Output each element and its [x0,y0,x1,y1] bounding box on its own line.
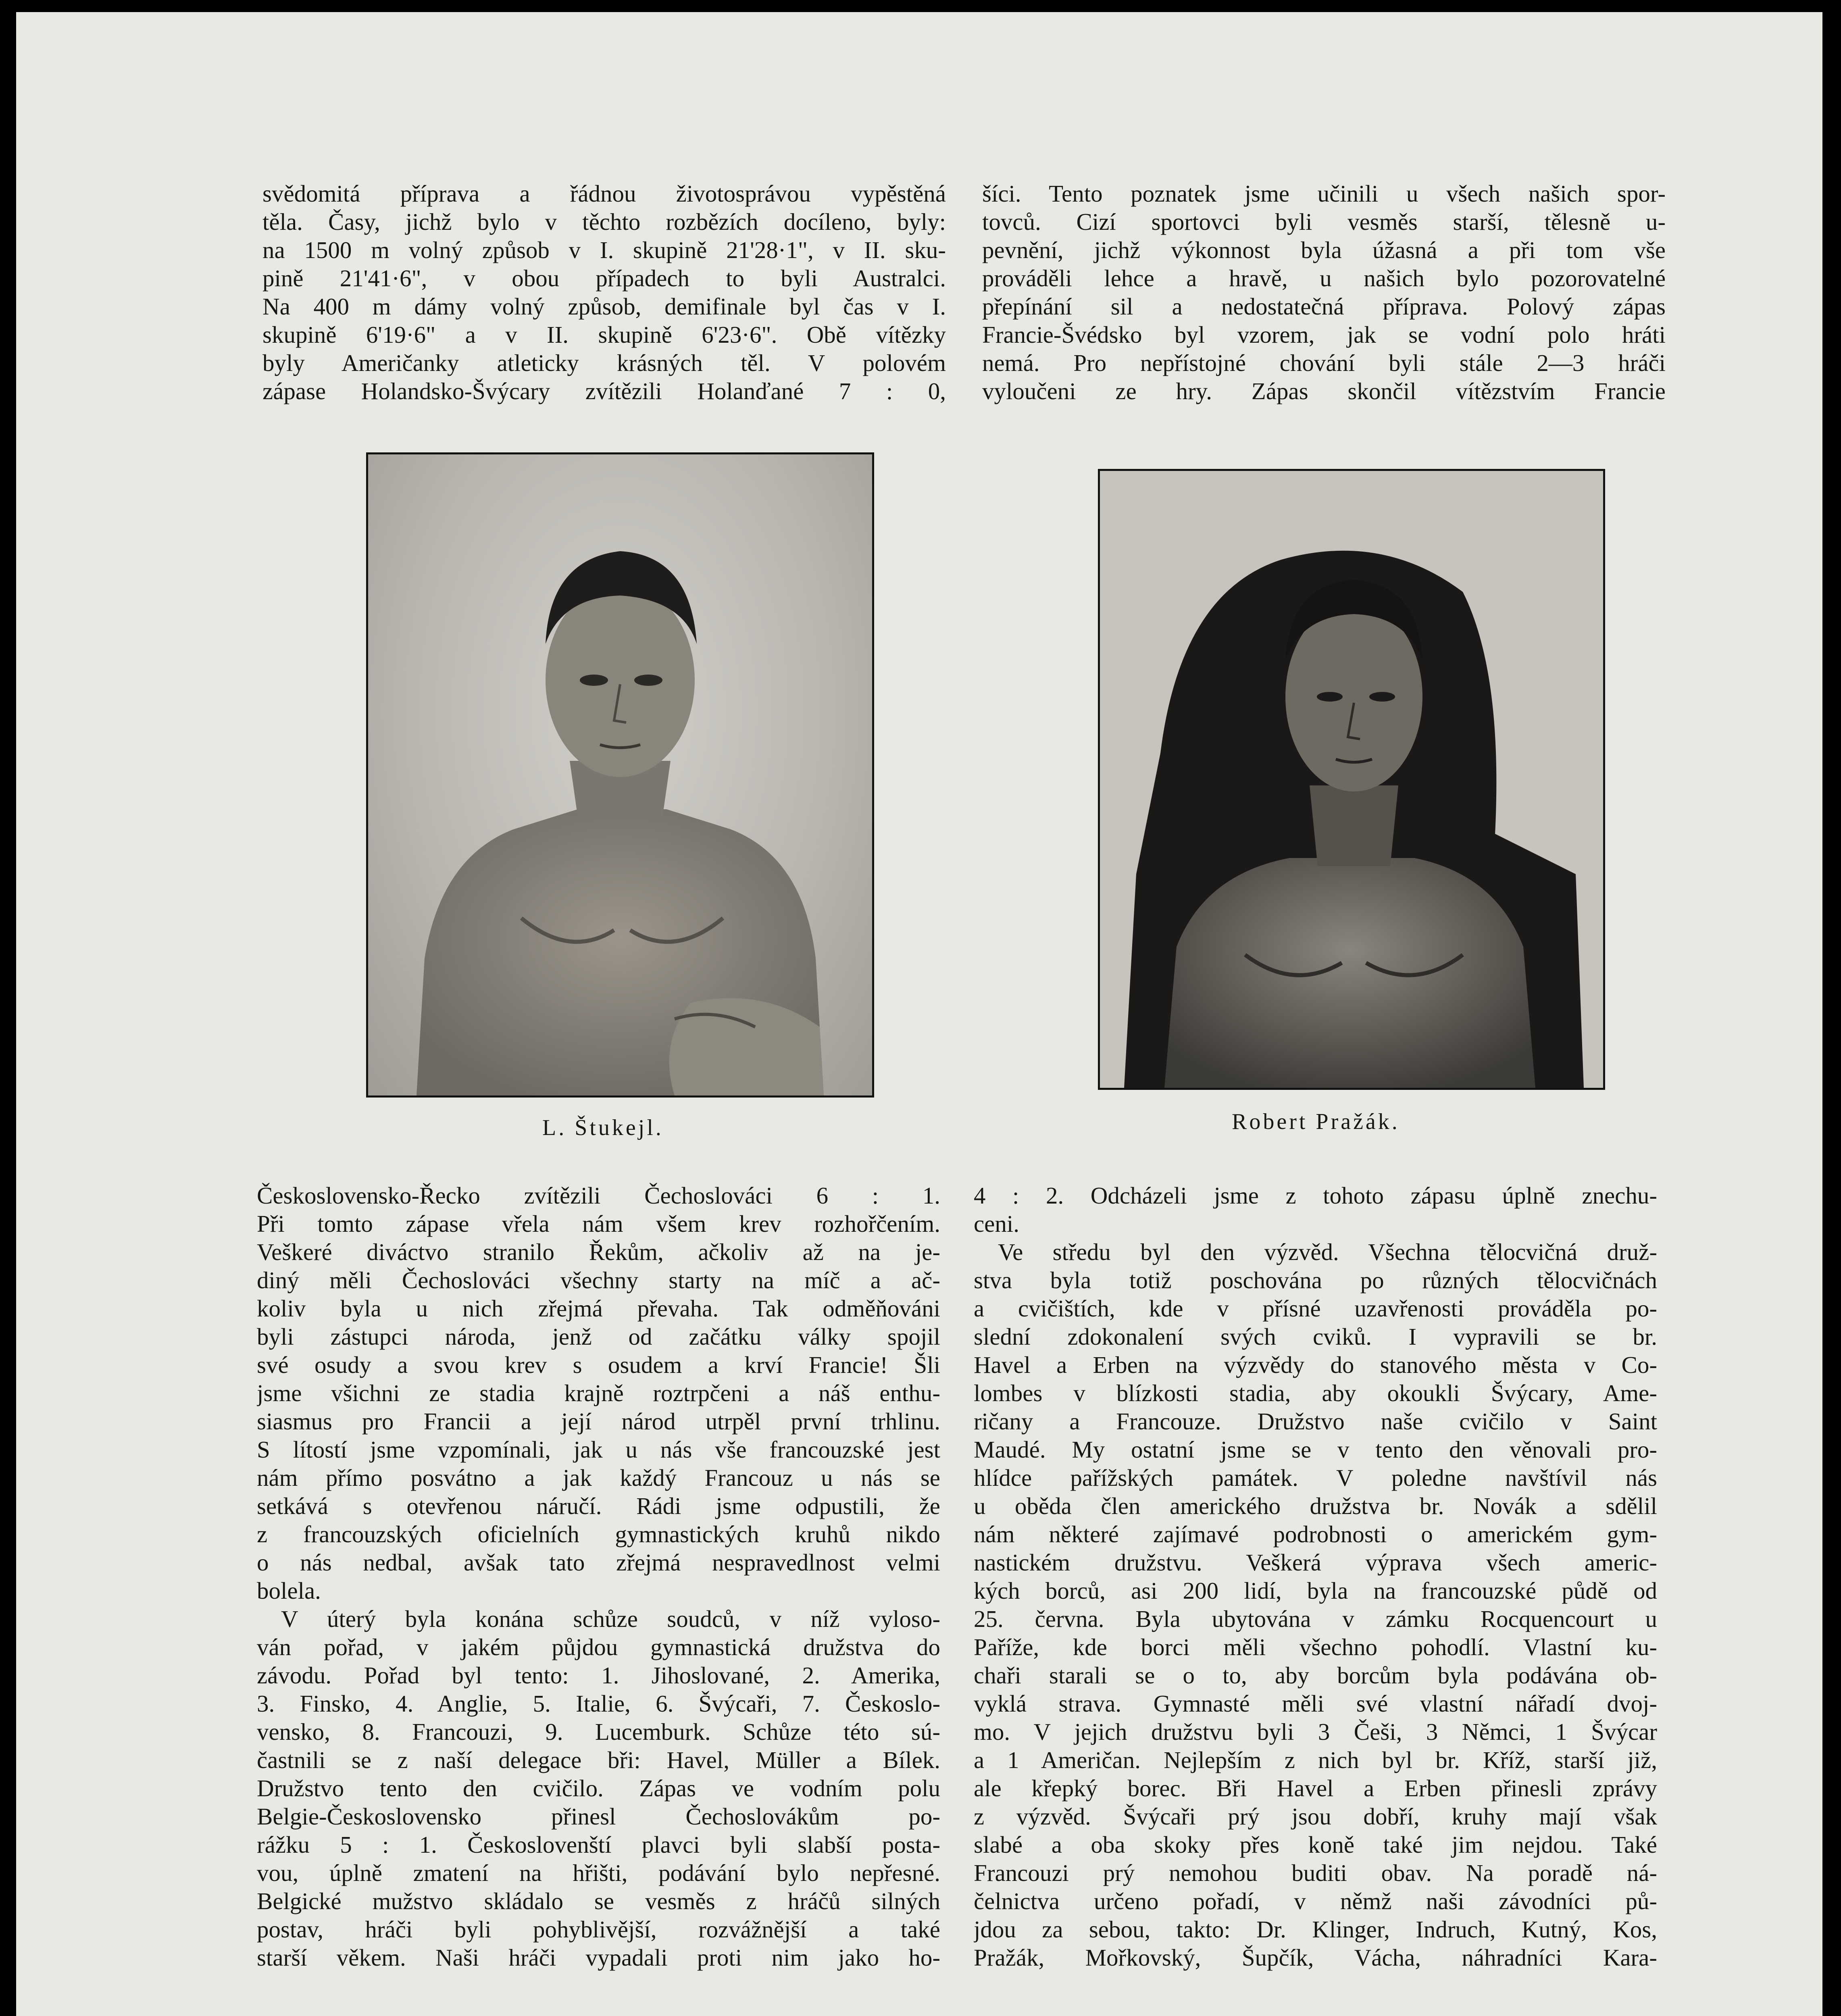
text-line: diný měli Čechoslováci všechny starty na míč a ač- [257,1267,940,1293]
text-line: jdou za sebou, takto: Dr. Klinger, Indruch, Kutný, Kos, [974,1916,1657,1943]
text-line: a cvičištích, kde v přísné uzavřenosti prováděla po- [974,1295,1657,1322]
text-line: slabé a oba skoky přes koně také jim nejdou. Také [974,1831,1657,1858]
portrait-illustration [1100,471,1603,1088]
text-line: Francouzi prý nemohou buditi obav. Na poradě ná- [974,1860,1657,1886]
text-line: o nás nedbal, avšak tato zřejmá nespravedlnost velmi [257,1549,940,1576]
text-line: pevnění, jichž výkonnost byla úžasná a při tom vše [982,237,1666,263]
text-line: vyklá strava. Gymnasté měli své vlastní nářadí dvoj- [974,1690,1657,1717]
text-line: skupině 6'19·6" a v II. skupině 6'23·6". Obě vítězky [262,321,946,348]
text-line: postav, hráči byli pohyblivější, rozvážnější a také [257,1916,940,1943]
text-line: nastickém družstvu. Veškerá výprava všech americ- [974,1549,1657,1576]
text-line: vou, úplně zmatení na hřišti, podávání bylo nepřesné. [257,1860,940,1886]
text-line: vyloučeni ze hry. Zápas skončil vítězstvím Francie [982,378,1666,404]
text-line: rážku 5 : 1. Českoslovenští plavci byli slabší posta- [257,1831,940,1858]
text-line: šíci. Tento poznatek jsme učinili u všech našich spor- [982,180,1666,207]
text-line: zápase Holandsko-Švýcary zvítězili Holanďané 7 : 0, [262,378,946,404]
text-column-top-left [262,179,946,405]
text-line: nemá. Pro nepřístojné chování byli stále 2—3 hráči [982,350,1666,376]
text-line: a 1 Američan. Nejlepším z nich byl br. Kříž, starší již, [974,1747,1657,1773]
text-line: bolela. [257,1577,321,1604]
text-line: S lítostí jsme vzpomínali, jak u nás vše francouzské jest [257,1436,940,1463]
text-line: Ve středu byl den výzvěd. Všechna tělocvičná druž- [998,1239,1657,1265]
text-line: 25. června. Byla ubytována v zámku Rocquencourt u [974,1606,1657,1632]
text-line: stva byla totiž poschována po různých tělocvičnách [974,1267,1657,1293]
text-line: Francie-Švédsko byl vzorem, jak se vodní polo hráti [982,321,1666,348]
text-line: čelnictva určeno pořadí, v němž naši závodníci pů- [974,1888,1657,1914]
text-line: na 1500 m volný způsob v I. skupině 21'28·1", v II. sku- [262,237,946,263]
portrait-illustration [368,454,872,1095]
text-line: Paříže, kde borci měli všechno pohodlí. Vlastní ku- [974,1634,1657,1660]
text-line: kých borců, asi 200 lidí, byla na francouzské půdě od [974,1577,1657,1604]
photo-prazak [1098,469,1605,1090]
photo-caption-prazak: Robert Pražák. [1232,1109,1400,1134]
text-line: Na 400 m dámy volný způsob, demifinale byl čas v I. [262,293,946,320]
text-line: prováděli lehce a hravě, u našich bylo pozorovatelné [982,265,1666,292]
text-line: ale křepký borec. Bři Havel a Erben přinesli zprávy [974,1775,1657,1801]
text-line: mo. V jejich družstvu byli 3 Češi, 3 Němci, 1 Švýcar [974,1718,1657,1745]
text-line: své osudy a svou krev s osudem a krví Francie! Šli [257,1352,940,1378]
text-line: byli zástupci národa, jenž od začátku války spojil [257,1323,940,1350]
text-line: Pražák, Mořkovský, Šupčík, Vácha, náhradníci Kara- [974,1944,1657,1971]
text-line: ričany a Francouze. Družstvo naše cvičilo v Saint [974,1408,1657,1435]
text-line: tovců. Cizí sportovci byli vesměs starší, tělesně u- [982,208,1666,235]
text-line: těla. Časy, jichž bylo v těchto rozbězích docíleno, byly: [262,208,946,235]
text-line: ceni. [974,1210,1020,1237]
text-line: ván pořad, v jakém půjdou gymnastická družstva do [257,1634,940,1660]
text-column-bottom-left [257,1181,940,1972]
text-line: byly Američanky atleticky krásných těl. V polovém [262,350,946,376]
text-line: starší věkem. Naši hráči vypadali proti nim jako ho- [257,1944,940,1971]
text-line: lombes v blízkosti stadia, aby okoukli Švýcary, Ame- [974,1380,1657,1406]
text-line: z výzvěd. Švýcaři prý jsou dobří, kruhy mají však [974,1803,1657,1830]
text-line: Belgické mužstvo skládalo se vesměs z hráčů silných [257,1888,940,1914]
text-column-top-right [982,179,1666,405]
text-line: Belgie-Československo přinesl Čechoslovákům po- [257,1803,940,1830]
photo-stukejl [366,452,874,1098]
text-line: Československo-Řecko zvítězili Čechoslováci 6 : 1. [257,1182,940,1209]
text-line: V úterý byla konána schůze soudců, v níž vyloso- [281,1606,940,1632]
text-line: siasmus pro Francii a její národ utrpěl první trhlinu. [257,1408,940,1435]
text-line: hlídce pařížských památek. V poledne navštívil nás [974,1464,1657,1491]
text-line: častnili se z naší delegace bři: Havel, Müller a Bílek. [257,1747,940,1773]
text-line: jsme všichni ze stadia krajně roztrpčeni a náš enthu- [257,1380,940,1406]
text-line: závodu. Pořad byl tento: 1. Jihoslované, 2. Amerika, [257,1662,940,1689]
text-line: Maudé. My ostatní jsme se v tento den věnovali pro- [974,1436,1657,1463]
text-line: Družstvo tento den cvičilo. Zápas ve vodním polu [257,1775,940,1801]
text-line: slední zdokonalení svých cviků. I vypravili se br. [974,1323,1657,1350]
text-column-bottom-right [974,1181,1657,1972]
text-line: Havel a Erben na výzvědy do stanového města v Co- [974,1352,1657,1378]
text-line: pině 21'41·6", v obou případech to byli Australci. [262,265,946,292]
text-line: koliv byla u nich zřejmá převaha. Tak odměňováni [257,1295,940,1322]
text-line: vensko, 8. Francouzi, 9. Lucemburk. Schůze této sú- [257,1718,940,1745]
text-line: nám některé zajímavé podrobnosti o americkém gym- [974,1521,1657,1547]
text-line: 4 : 2. Odcházeli jsme z tohoto zápasu úplně znechu- [974,1182,1657,1209]
text-line: přepínání sil a nedostatečná příprava. Polový zápas [982,293,1666,320]
page [16,12,1822,2016]
text-line: u oběda člen amerického družstva br. Novák a sdělil [974,1493,1657,1519]
text-line: Při tomto zápase vřela nám všem krev rozhořčením. [257,1210,940,1237]
text-line: Veškeré diváctvo stranilo Řekům, ačkoliv až na je- [257,1239,940,1265]
text-line: nám přímo posvátno a jak každý Francouz u nás se [257,1464,940,1491]
text-line: setkává s otevřenou náručí. Rádi jsme odpustili, že [257,1493,940,1519]
text-line: 3. Finsko, 4. Anglie, 5. Italie, 6. Švýcaři, 7. Českoslo- [257,1690,940,1717]
text-line: svědomitá příprava a řádnou životosprávou vypěstěná [262,180,946,207]
photo-caption-stukejl: L. Štukejl. [542,1115,664,1140]
text-line: chaři starali se o to, aby borcům byla podávána ob- [974,1662,1657,1689]
text-line: z francouzských oficielních gymnastických kruhů nikdo [257,1521,940,1547]
